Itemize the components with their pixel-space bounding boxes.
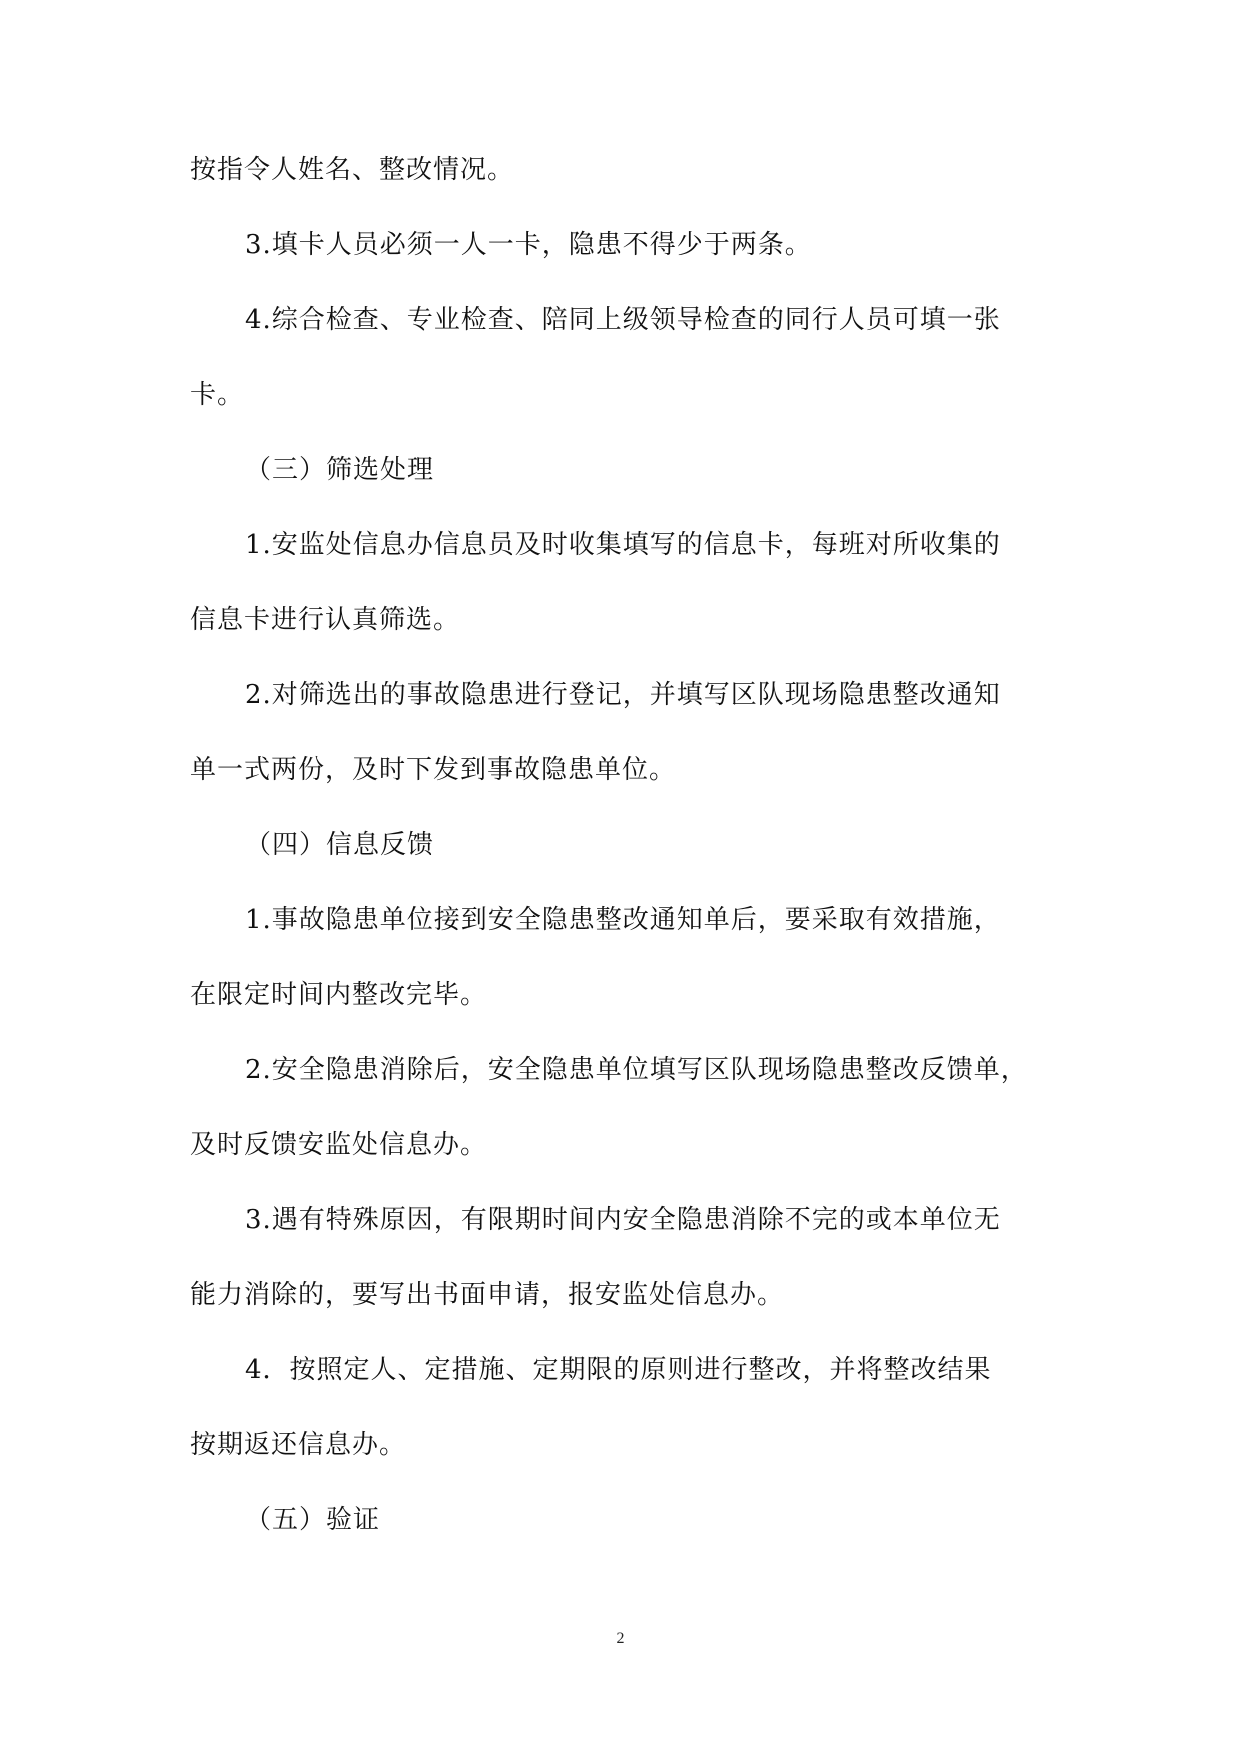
paragraph-line: 及时反馈安监处信息办。	[190, 1130, 488, 1160]
paragraph-line: 在限定时间内整改完毕。	[190, 980, 488, 1010]
paragraph-line: 1.事故隐患单位接到安全隐患整改通知单后，要采取有效措施，	[245, 905, 1001, 935]
paragraph-line: 卡。	[190, 380, 245, 410]
page-number: 2	[616, 1630, 625, 1647]
paragraph-line: 2.安全隐患消除后，安全隐患单位填写区队现场隐患整改反馈单，	[245, 1055, 1028, 1085]
paragraph-line: 按指令人姓名、整改情况。	[190, 155, 515, 185]
paragraph-line: 2.对筛选出的事故隐患进行登记，并填写区队现场隐患整改通知	[245, 680, 1001, 710]
paragraph-line: 3.填卡人员必须一人一卡，隐患不得少于两条。	[245, 230, 812, 260]
paragraph-line: 1.安监处信息办信息员及时收集填写的信息卡，每班对所收集的	[245, 530, 1001, 560]
paragraph-line: 单一式两份，及时下发到事故隐患单位。	[190, 755, 677, 785]
section-heading: （三）筛选处理	[245, 455, 435, 485]
paragraph-line: 4．按照定人、定措施、定期限的原则进行整改，并将整改结果	[245, 1355, 992, 1385]
paragraph-line: 按期返还信息办。	[190, 1430, 407, 1460]
section-heading: （四）信息反馈	[245, 830, 435, 860]
paragraph-line: 信息卡进行认真筛选。	[190, 605, 461, 635]
paragraph-line: 4.综合检查、专业检查、陪同上级领导检查的同行人员可填一张	[245, 305, 1001, 335]
paragraph-line: 3.遇有特殊原因，有限期时间内安全隐患消除不完的或本单位无	[245, 1205, 1001, 1235]
section-heading: （五）验证	[245, 1505, 381, 1535]
paragraph-line: 能力消除的，要写出书面申请，报安监处信息办。	[190, 1280, 785, 1310]
